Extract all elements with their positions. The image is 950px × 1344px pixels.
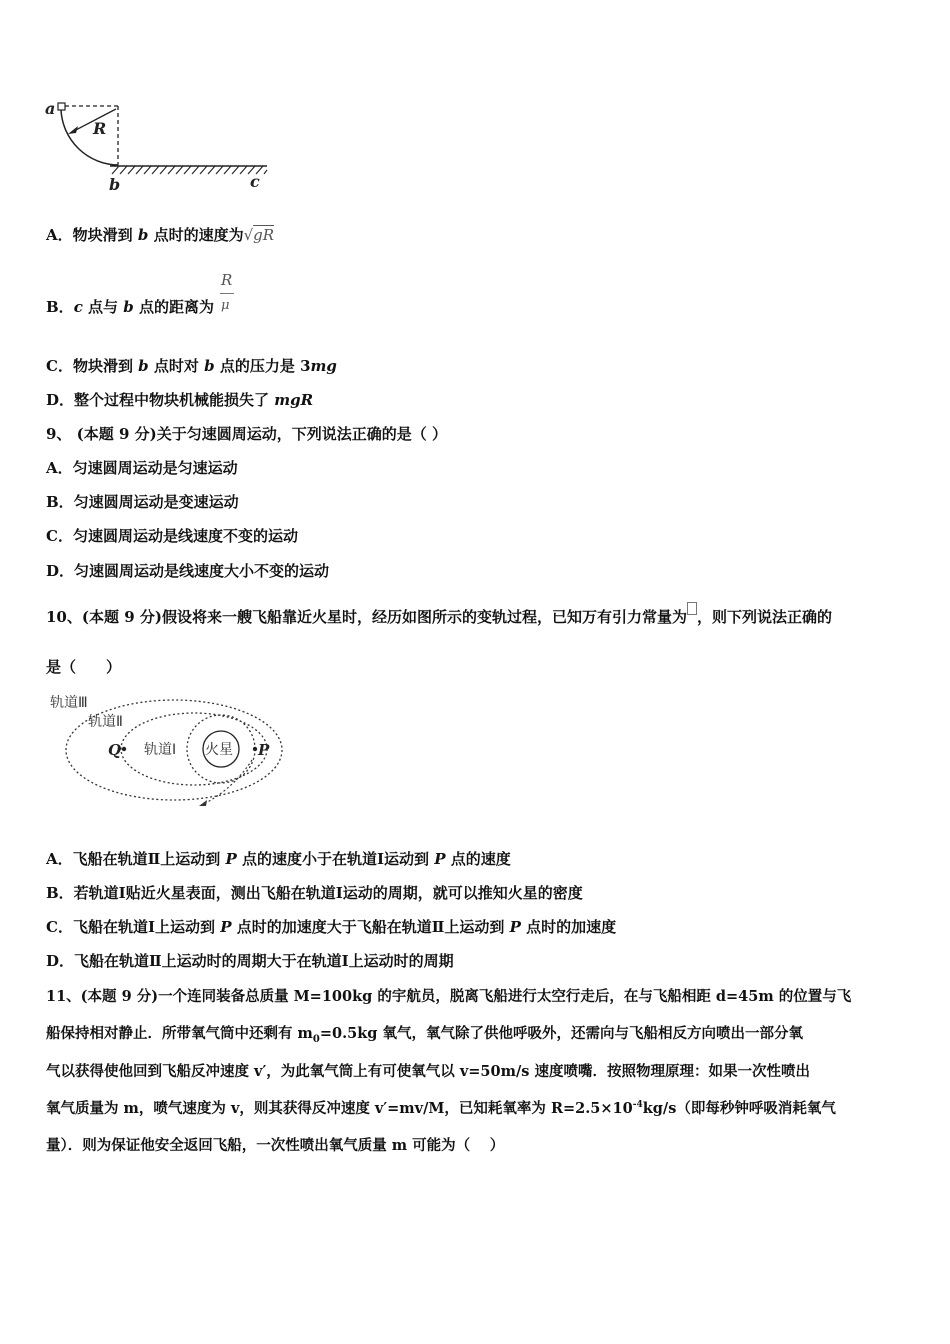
q8-c-b2: b xyxy=(204,357,215,375)
fraction-numerator: R xyxy=(221,271,233,289)
label-Q: Q xyxy=(108,741,122,759)
q11-line3: 气以获得使他回到飞船反冲速度 v′，为此氧气筒上有可使氧气以 v=50m/s 速度喷嘴．按照物理原理：如果一次性喷出 xyxy=(46,1063,810,1080)
q8-d-mgR: mgR xyxy=(274,391,314,409)
arc-track xyxy=(61,110,118,165)
q8-d-pre: D．整个过程中物块机械能损失了 xyxy=(46,391,275,409)
q11-line1: 11、(本题 9 分)一个连同装备总质量 M=100kg 的宇航员，脱离飞船进行太空行走后，在与飞船相距 d=45m 的位置与飞 xyxy=(46,988,852,1005)
q10-c-p1: P xyxy=(220,918,232,936)
q8-c-post: 点的压力是 3 xyxy=(214,357,311,375)
q10-option-a xyxy=(46,848,511,869)
q11-line2 xyxy=(46,1022,803,1045)
q8-option-d xyxy=(46,389,313,410)
q11-l4a: 氧气质量为 m，喷气速度为 v，则其获得反冲速度 v′=mv/M，已知耗氧率为 R=2.5×10 xyxy=(46,1100,633,1117)
q10-a-p2: P xyxy=(434,850,446,868)
label-orbit-ii: 轨道Ⅱ xyxy=(88,714,123,730)
ground-hatch xyxy=(112,166,267,174)
q10-c-pre: C．飞船在轨道Ⅰ上运动到 xyxy=(46,918,221,936)
block-square xyxy=(58,103,65,110)
q8-option-b xyxy=(46,296,214,317)
q9-option-a: A．匀速圆周运动是匀速运动 xyxy=(46,459,238,477)
sqrt-expression: √gR xyxy=(243,226,275,244)
q10-a-pre: A．飞船在轨道Ⅱ上运动到 xyxy=(46,850,226,868)
q10-stem-a: 10、(本题 9 分)假设将来一艘飞船靠近火星时，经历如图所示的变轨过程，已知万有引力常量为 xyxy=(46,608,687,626)
q8-a-b: b xyxy=(137,226,149,244)
q11-l4b: kg/s（即每秒钟呼吸消耗氧气 xyxy=(642,1100,836,1117)
label-a: a xyxy=(45,99,56,118)
q10-option-c xyxy=(46,916,616,937)
approach-arrowhead xyxy=(199,800,207,806)
q10-stem-line1 xyxy=(46,606,832,627)
label-orbit-iii: 轨道Ⅲ xyxy=(50,695,88,711)
q8-a-pre: A．物块滑到 xyxy=(46,226,138,244)
q10-option-b: B．若轨道Ⅰ贴近火星表面，测出飞船在轨道Ⅰ运动的周期，就可以推知火星的密度 xyxy=(46,884,583,902)
q11-l4-sup: -4 xyxy=(632,1100,643,1111)
q10-c-p2: P xyxy=(509,918,521,936)
q8-option-c xyxy=(46,355,337,376)
q10-option-d: D．飞船在轨道Ⅱ上运动时的周期大于在轨道Ⅰ上运动时的周期 xyxy=(46,952,454,970)
label-P: P xyxy=(258,741,270,759)
q8-b-b: b xyxy=(123,298,134,316)
q11-line4 xyxy=(46,1097,836,1118)
orbit-figure xyxy=(44,688,284,813)
fraction-denominator: μ xyxy=(221,298,230,313)
track-figure xyxy=(40,95,280,195)
q10-a-p1: P xyxy=(225,850,237,868)
label-R: R xyxy=(93,119,107,138)
q11-l2-sub: 0 xyxy=(312,1033,320,1045)
q8-b-pre: B． xyxy=(46,298,74,316)
q9-stem: 9、 (本题 9 分)关于匀速圆周运动，下列说法正确的是（ ） xyxy=(46,425,447,443)
q9-option-b: B．匀速圆周运动是变速运动 xyxy=(46,493,239,511)
point-Q xyxy=(122,747,126,751)
label-c: c xyxy=(250,172,260,191)
label-mars: 火星 xyxy=(205,742,233,758)
label-orbit-i: 轨道Ⅰ xyxy=(144,742,177,758)
q8-b-post: 点的距离为 xyxy=(133,298,215,316)
q8-option-a xyxy=(46,224,274,245)
q10-a-mid: 点的速度小于在轨道Ⅰ运动到 xyxy=(236,850,435,868)
q8-c-mg: mg xyxy=(310,357,337,375)
q10-c-mid: 点时的加速度大于飞船在轨道Ⅱ上运动到 xyxy=(231,918,510,936)
q8-b-mid: 点与 xyxy=(82,298,124,316)
q8-c-mid: 点时对 xyxy=(148,357,205,375)
radius-arrowhead xyxy=(68,126,78,134)
q11-line5: 量）．则为保证他安全返回飞船，一次性喷出氧气质量 m 可能为（ ） xyxy=(46,1137,505,1154)
point-P xyxy=(253,747,257,751)
q10-stem-line2: 是（ ） xyxy=(46,658,122,676)
q10-stem-b: ，则下列说法正确的 xyxy=(696,608,832,626)
q10-a-post: 点的速度 xyxy=(445,850,511,868)
q8-c-b1: b xyxy=(138,357,149,375)
q8-c-pre: C．物块滑到 xyxy=(46,357,139,375)
q8-a-post: 点时的速度为 xyxy=(148,226,244,244)
q9-option-d: D．匀速圆周运动是线速度大小不变的运动 xyxy=(46,562,330,580)
q10-c-post: 点时的加速度 xyxy=(520,918,617,936)
q8-b-c: c xyxy=(73,298,83,316)
label-b: b xyxy=(109,175,121,194)
fraction-bar xyxy=(220,293,234,294)
q11-l2a: 船保持相对静止．所带氧气筒中还剩有 m xyxy=(46,1025,313,1042)
orbit-ii xyxy=(121,713,267,785)
sqrt-inner: gR xyxy=(253,226,275,244)
q11-l2b: =0.5kg 氧气，氧气除了供他呼吸外，还需向与飞船相反方向喷出一部分氧 xyxy=(319,1025,803,1042)
missing-symbol-box xyxy=(687,602,697,615)
q9-option-c: C．匀速圆周运动是线速度不变的运动 xyxy=(46,527,298,545)
